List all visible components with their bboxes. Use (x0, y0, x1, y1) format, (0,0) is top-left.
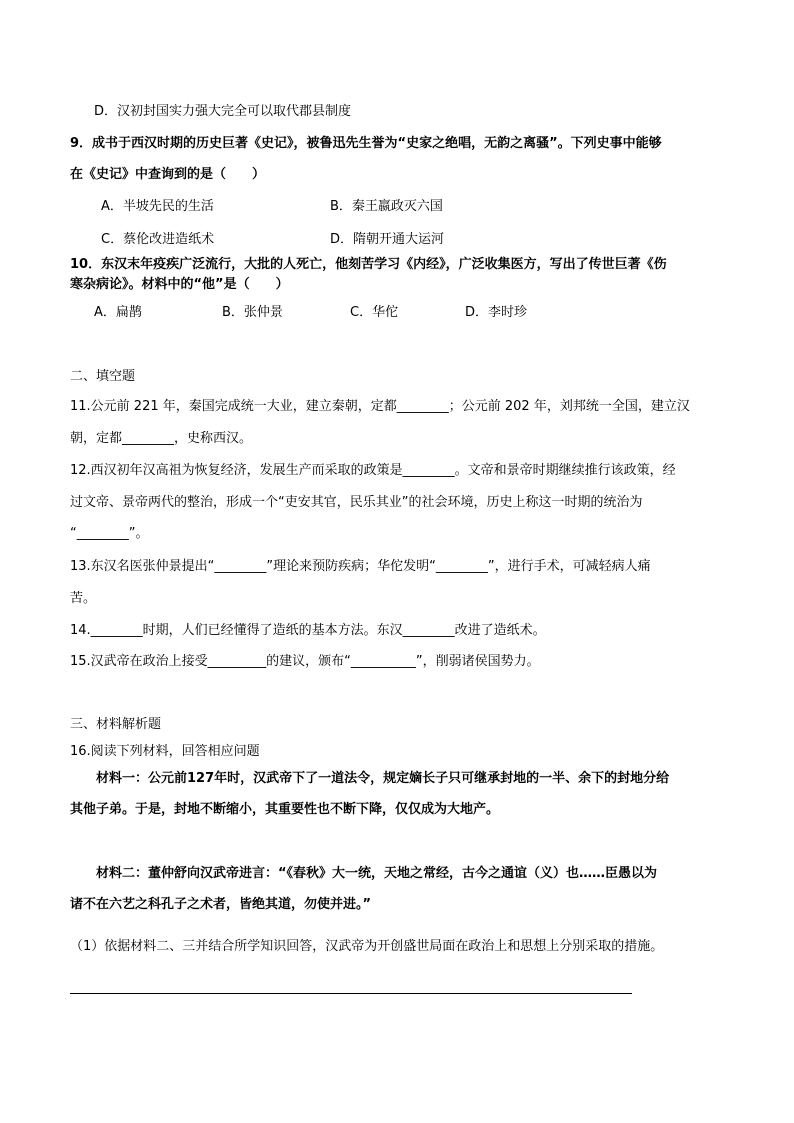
q9-option-c: C．蔡伦改进造纸术 (101, 232, 215, 247)
section3-title: 三、材料解析题 (70, 717, 162, 732)
q11-line2: 朝，定都________，史称西汉。 (70, 431, 253, 446)
q8-option-d: D．汉初封国实力强大完全可以取代郡县制度 (94, 104, 352, 119)
q16-sub1: （1）依据材料二、三并结合所学知识回答，汉武帝为开创盛世局面在政治上和思想上分别采取的措施。 (70, 939, 664, 954)
section2-title: 二、填空题 (70, 369, 136, 384)
q9-stem-line1: 9．成书于西汉时期的历史巨著《史记》，被鲁迅先生誉为“史家之绝唱，无韵之离骚”。下列史事中能够 (70, 136, 662, 151)
q15: 15.汉武帝在政治上接受_________的建议，颁布“__________”，削弱诸侯国势力。 (70, 654, 540, 669)
q12-line2: 过文帝、景帝两代的整治，形成一个“吏安其官，民乐其业”的社会环境，历史上称这一时期的统治为 (70, 495, 643, 510)
q14: 14.________时期，人们已经懂得了造纸的基本方法。东汉________改进了造纸术。 (70, 623, 546, 638)
q11-line1: 11.公元前 221 年，秦国完成统一大业，建立秦朝，定都________；公元前 202 年，刘邦统一全国，建立汉 (70, 399, 690, 414)
q9-stem-line2: 在《史记》中查询到的是（ ） (70, 167, 266, 182)
q13-line2: 苦。 (70, 591, 97, 606)
q9-option-b: B．秦王嬴政灭六国 (330, 199, 443, 214)
q9-option-a: A．半坡先民的生活 (101, 199, 214, 214)
q10-option-c: C．华佗 (350, 305, 399, 320)
answer-line (70, 993, 632, 994)
material2-line1: 材料二：董仲舒向汉武帝进言：“《春秋》大一统，天地之常经，古今之通谊（义）也……臣愚以为 (96, 866, 658, 881)
q10-option-d: D．李时珍 (465, 305, 528, 320)
material2-line2: 诸不在六艺之科孔子之术者，皆绝其道，勿使并进。” (70, 897, 372, 912)
q12-line3: “________”。 (70, 526, 149, 541)
q12-line1: 12.西汉初年汉高祖为恢复经济，发展生产而采取的政策是________。文帝和景帝时期继续推行该政策，经 (70, 463, 676, 478)
q13-line1: 13.东汉名医张仲景提出“________”理论来预防疾病；华佗发明“________”，进行手术，可减轻病人痛 (70, 559, 651, 574)
material1-line2: 其他子弟。于是，封地不断缩小，其重要性也不断下降，仅仅成为大地产。 (70, 802, 500, 817)
q9-option-d: D．隋朝开通大运河 (330, 232, 445, 247)
q10-stem-line1: 10．东汉末年疫疾广泛流行，大批的人死亡，他刻苦学习《内经》，广泛收集医方，写出了传世巨著《伤 (70, 257, 667, 272)
q16-intro: 16.阅读下列材料，回答相应问题 (70, 744, 260, 759)
q10-option-a: A．扁鹊 (94, 305, 142, 320)
q10-stem-line2: 寒杂病论》。材料中的“他”是（ ） (70, 277, 289, 292)
q10-option-b: B．张仲景 (222, 305, 283, 320)
material1-line1: 材料一：公元前127年时，汉武帝下了一道法令，规定嫡长子只可继承封地的一半、余下的封地分给 (96, 771, 670, 786)
